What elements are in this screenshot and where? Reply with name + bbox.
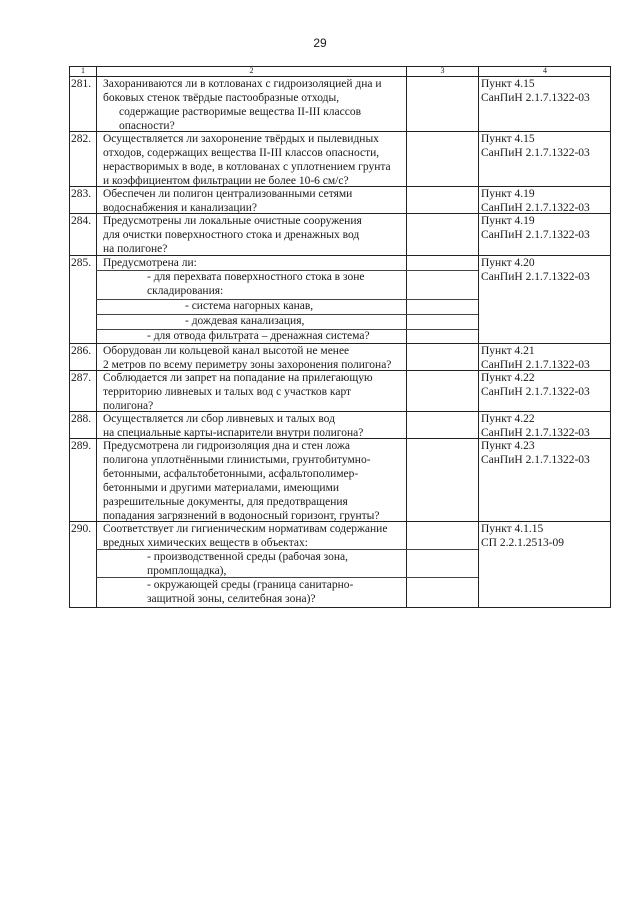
row-number: 283. bbox=[71, 188, 92, 200]
row-reference: Пункт 4.15 СанПиН 2.1.7.1322-03 bbox=[481, 78, 590, 104]
row-reference: Пункт 4.1.15 СП 2.2.1.2513-09 bbox=[481, 523, 565, 549]
row-reference: Пункт 4.22 СанПиН 2.1.7.1322-03 bbox=[481, 413, 590, 439]
row-question: Предусмотрена ли: - для перехвата поверхностного стока в зоне складирования: - система нагорных канав, - дождевая канализация, - для отвода фильтрата – дренажная система? bbox=[103, 257, 370, 342]
row-number: 290. bbox=[71, 523, 92, 535]
row-question: Осуществляется ли сбор ливневых и талых вод на специальные карты-испарители внутри полигона? bbox=[103, 413, 364, 439]
row-question: Захораниваются ли в котлованах с гидроизоляцией дна и боковых стенок твёрдые пастообразные отходы, содержащие растворимые вещества II-III классов опасности? bbox=[103, 78, 382, 132]
row-reference: Пункт 4.19 СанПиН 2.1.7.1322-03 bbox=[481, 188, 590, 214]
row-reference: Пункт 4.21 СанПиН 2.1.7.1322-03 bbox=[481, 345, 590, 371]
checklist-table bbox=[69, 66, 611, 608]
row-reference: Пункт 4.23 СанПиН 2.1.7.1322-03 bbox=[481, 440, 590, 466]
row-reference: Пункт 4.20 СанПиН 2.1.7.1322-03 bbox=[481, 257, 590, 283]
column-divider bbox=[478, 67, 479, 607]
row-reference: Пункт 4.15 СанПиН 2.1.7.1322-03 bbox=[481, 133, 590, 159]
row-number: 284. bbox=[71, 215, 92, 227]
row-number: 281. bbox=[71, 78, 92, 90]
row-question: Предусмотрены ли локальные очистные сооружения для очистки поверхностного стока и дренажных вод на полигоне? bbox=[103, 215, 362, 255]
column-header-2: 2 bbox=[249, 66, 254, 75]
row-number: 289. bbox=[71, 440, 92, 452]
row-number: 282. bbox=[71, 133, 92, 145]
row-question: Соответствует ли гигиеническим нормативам содержание вредных химических веществ в объектах: - производственной среды (рабочая зона, промплощадка), - окружающей среды (граница санитарно- защитной зоны, селитебная зона)? bbox=[103, 523, 388, 605]
row-question: Предусмотрена ли гидроизоляция дна и стен ложа полигона уплотнёнными глинистыми, грунтобитумно- бетонными, асфальтобетонными, асфальтополимер- бетонными и другими материалами, имеющими разрешительные документы, для предотвращения попадания загрязнений в водоносный горизонт, грунты? bbox=[103, 440, 380, 522]
row-number: 288. bbox=[71, 413, 92, 425]
column-header-4: 4 bbox=[543, 66, 547, 75]
column-header-1: 1 bbox=[81, 66, 85, 75]
column-header-3: 3 bbox=[440, 66, 445, 75]
row-reference: Пункт 4.19 СанПиН 2.1.7.1322-03 bbox=[481, 215, 590, 241]
row-question: Обеспечен ли полигон централизованными сетями водоснабжения и канализации? bbox=[103, 188, 353, 214]
column-divider bbox=[406, 67, 407, 607]
page-number: 29 bbox=[313, 36, 327, 50]
row-reference: Пункт 4.22 СанПиН 2.1.7.1322-03 bbox=[481, 372, 590, 398]
row-number: 286. bbox=[71, 345, 92, 357]
row-question: Осуществляется ли захоронение твёрдых и пылевидных отходов, содержащих вещества II-III классов опасности, нерастворимых в воде, в котлованах с уплотнением грунта и коэффициентом фильтрации не более 10-6 см/с? bbox=[103, 133, 391, 187]
row-question: Соблюдается ли запрет на попадание на прилегающую территорию ливневых и талых вод с участков карт полигона? bbox=[103, 372, 373, 412]
row-number: 285. bbox=[71, 257, 92, 269]
row-number: 287. bbox=[71, 372, 92, 384]
row-question: Оборудован ли кольцевой канал высотой не менее 2 метров по всему периметру зоны захоронения полигона? bbox=[103, 345, 392, 371]
